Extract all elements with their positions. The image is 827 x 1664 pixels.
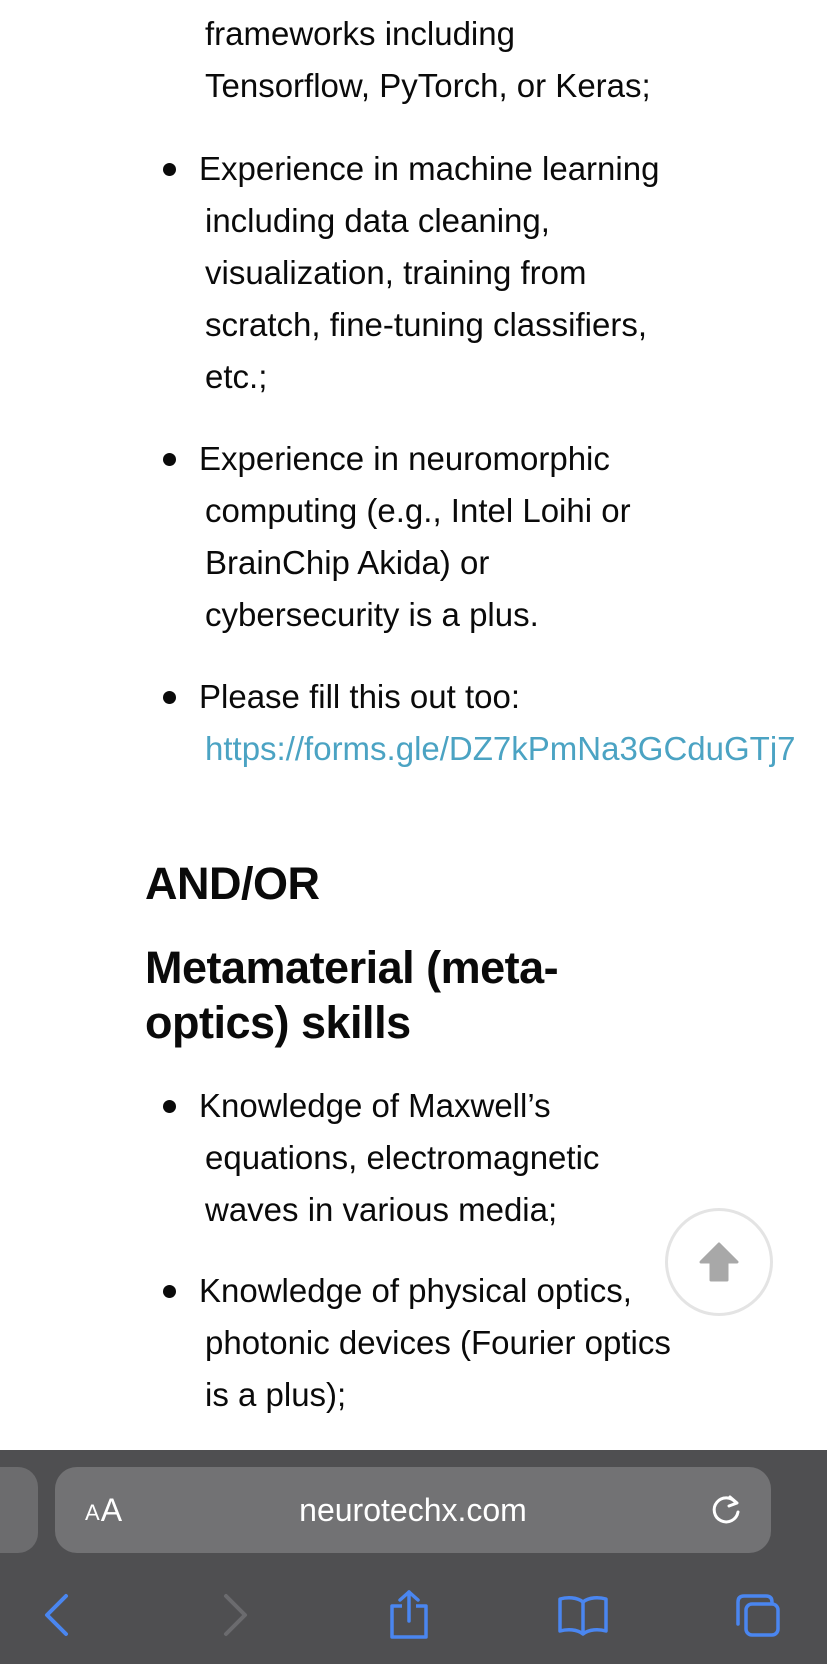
list-item-line: frameworks including — [205, 15, 515, 52]
list-item-line: Knowledge of physical optics, — [199, 1272, 632, 1309]
list-item-line: waves in various media; — [205, 1191, 558, 1228]
list-item-text — [199, 1265, 719, 1421]
text-size-large-glyph: A — [100, 1491, 123, 1528]
reload-icon[interactable] — [707, 1491, 745, 1529]
chevron-right-icon — [217, 1592, 253, 1638]
share-button[interactable] — [379, 1585, 439, 1645]
list-item-line: Tensorflow, PyTorch, or Keras; — [205, 67, 651, 104]
book-icon — [557, 1593, 609, 1637]
list-item-line: photonic devices (Fourier optics — [205, 1324, 671, 1361]
tabs-button[interactable] — [728, 1585, 788, 1645]
share-icon — [387, 1589, 431, 1641]
list-item-text — [199, 433, 679, 641]
section-heading-andor: AND/OR — [145, 858, 320, 909]
heading-line: Metamaterial (meta- — [145, 942, 559, 993]
section-heading-metamaterial — [145, 940, 665, 1050]
bullet-icon — [163, 453, 176, 466]
list-item-text — [199, 671, 827, 775]
forward-button[interactable] — [205, 1585, 265, 1645]
list-item-line: Knowledge of Maxwell’s — [199, 1087, 551, 1124]
list-item-line: cybersecurity is a plus. — [205, 596, 539, 633]
bullet-icon — [163, 691, 176, 704]
text-size-small-glyph: A — [85, 1500, 100, 1525]
list-item-line: computing (e.g., Intel Loihi or — [205, 492, 631, 529]
address-domain[interactable]: neurotechx.com — [299, 1492, 527, 1528]
list-item-line: is a plus); — [205, 1376, 347, 1413]
bullet-icon — [163, 1285, 176, 1298]
list-item-line: including data cleaning, — [205, 202, 550, 239]
list-item-line — [199, 723, 827, 775]
form-link[interactable]: https://forms.gle/DZ7kPmNa3GCduGTj7 — [205, 730, 796, 767]
previous-tab-preview[interactable] — [0, 1467, 38, 1553]
scroll-to-top-button[interactable] — [665, 1208, 773, 1316]
browser-toolbar — [0, 1450, 827, 1664]
list-item-line: Experience in machine learning — [199, 150, 660, 187]
list-item-line: Please fill this out too: — [199, 678, 521, 715]
bullet-icon — [163, 1100, 176, 1113]
list-item-line: visualization, training from — [205, 254, 587, 291]
back-button[interactable] — [27, 1585, 87, 1645]
arrow-up-icon — [697, 1240, 741, 1284]
chevron-left-icon — [39, 1592, 75, 1638]
list-item-text — [199, 1080, 679, 1236]
bullet-icon — [163, 163, 176, 176]
address-bar[interactable] — [55, 1467, 771, 1553]
bookmarks-button[interactable] — [553, 1585, 613, 1645]
list-item-line: scratch, fine-tuning classifiers, — [205, 306, 648, 343]
tabs-icon — [734, 1592, 782, 1638]
heading-line: optics) skills — [145, 997, 411, 1048]
list-item-line: Experience in neuromorphic — [199, 440, 610, 477]
list-item-line: etc.; — [205, 358, 268, 395]
list-item-line: equations, electromagnetic — [205, 1139, 600, 1176]
list-item-text — [199, 143, 679, 403]
list-item-line: BrainChip Akida) or — [205, 544, 490, 581]
